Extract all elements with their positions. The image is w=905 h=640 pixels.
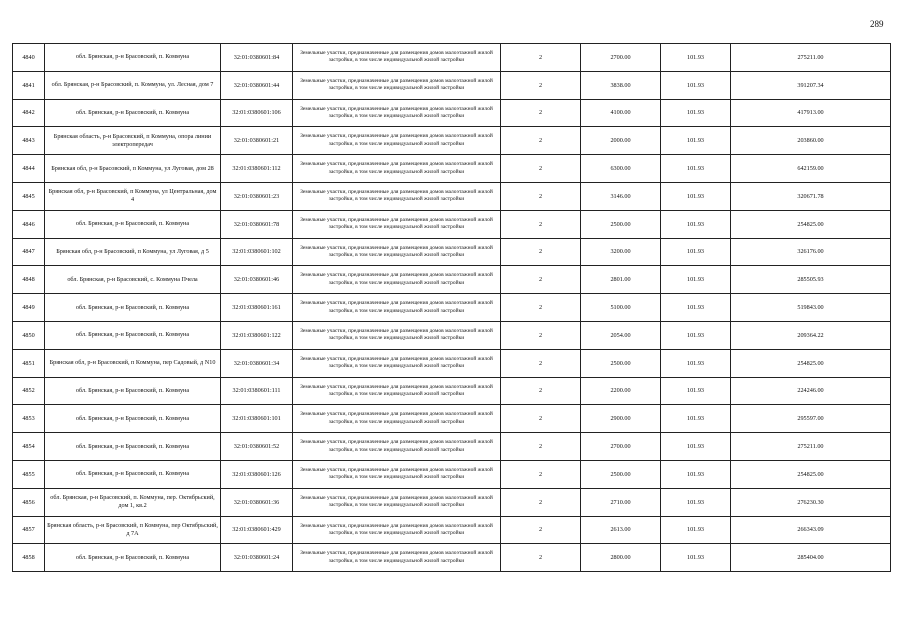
rate-cell: 101.93 [661, 238, 731, 266]
rate-cell: 101.93 [661, 294, 731, 322]
row-number: 4855 [13, 460, 45, 488]
cadastral-number-cell: 32:01:0380601:429 [221, 516, 293, 544]
table-row [13, 210, 891, 238]
page-number: 289 [870, 19, 884, 29]
cadastral-number-cell: 32:01:0380601:106 [221, 99, 293, 127]
rate-cell: 101.93 [661, 266, 731, 294]
category-cell: 2 [501, 321, 581, 349]
row-number: 4850 [13, 321, 45, 349]
area-cell: 3838.00 [581, 71, 661, 99]
area-cell: 2500.00 [581, 460, 661, 488]
address-cell: обл. Брянская, р-н Брасовский, п. Коммуна [45, 44, 221, 72]
cadastral-number-cell: 32:01:0380601:24 [221, 544, 293, 572]
table-row [13, 266, 891, 294]
address-cell: обл. Брянская, р-н Брасовский, п. Коммуна [45, 405, 221, 433]
rate-cell: 101.93 [661, 544, 731, 572]
land-use-cell: Земельные участки, предназначенные для размещения домов малоэтажной жилой застройки, в том числе индивидуальной жилой застройки [293, 516, 501, 544]
total-value-cell: 295597.00 [731, 405, 891, 433]
total-value-cell: 275211.00 [731, 433, 891, 461]
table-row [13, 544, 891, 572]
area-cell: 6300.00 [581, 155, 661, 183]
land-use-cell: Земельные участки, предназначенные для размещения домов малоэтажной жилой застройки, в том числе индивидуальной жилой застройки [293, 182, 501, 210]
address-cell: обл. Брянская, р-н Брасовский, п. Коммуна [45, 294, 221, 322]
cadastral-number-cell: 32:01:0380601:21 [221, 127, 293, 155]
cadastral-number-cell: 32:01:0380601:52 [221, 433, 293, 461]
address-cell: Брянская обл, р-н Брасовский, п Коммуна, пер Садовый, д N10 [45, 349, 221, 377]
area-cell: 2500.00 [581, 349, 661, 377]
table-row [13, 294, 891, 322]
table-row [13, 433, 891, 461]
total-value-cell: 642159.00 [731, 155, 891, 183]
rate-cell: 101.93 [661, 71, 731, 99]
area-cell: 5100.00 [581, 294, 661, 322]
category-cell: 2 [501, 377, 581, 405]
land-use-cell: Земельные участки, предназначенные для размещения домов малоэтажной жилой застройки, в том числе индивидуальной жилой застройки [293, 433, 501, 461]
row-number: 4842 [13, 99, 45, 127]
land-use-cell: Земельные участки, предназначенные для размещения домов малоэтажной жилой застройки, в том числе индивидуальной жилой застройки [293, 294, 501, 322]
category-cell: 2 [501, 210, 581, 238]
land-use-cell: Земельные участки, предназначенные для размещения домов малоэтажной жилой застройки, в том числе индивидуальной жилой застройки [293, 266, 501, 294]
row-number: 4841 [13, 71, 45, 99]
row-number: 4851 [13, 349, 45, 377]
total-value-cell: 276230.30 [731, 488, 891, 516]
address-cell: обл. Брянская, р-н Брасовский, п. Коммуна [45, 544, 221, 572]
total-value-cell: 254825.00 [731, 460, 891, 488]
row-number: 4843 [13, 127, 45, 155]
category-cell: 2 [501, 460, 581, 488]
area-cell: 3200.00 [581, 238, 661, 266]
table-row [13, 127, 891, 155]
address-cell: обл. Брянская, р-н Брасовский, с. Коммуна Пчела [45, 266, 221, 294]
cadastral-number-cell: 32:01:0380601:126 [221, 460, 293, 488]
area-cell: 2200.00 [581, 377, 661, 405]
area-cell: 2900.00 [581, 405, 661, 433]
address-cell: Брянская обл, р-н Брасовский, п Коммуна, ул Центральная, дом 4 [45, 182, 221, 210]
address-cell: обл. Брянская, р-н Брасовский, п. Коммуна [45, 210, 221, 238]
table-row [13, 99, 891, 127]
area-cell: 2613.00 [581, 516, 661, 544]
land-use-cell: Земельные участки, предназначенные для размещения домов малоэтажной жилой застройки, в том числе индивидуальной жилой застройки [293, 44, 501, 72]
total-value-cell: 285505.93 [731, 266, 891, 294]
category-cell: 2 [501, 516, 581, 544]
table-row [13, 182, 891, 210]
total-value-cell: 326176.00 [731, 238, 891, 266]
land-use-cell: Земельные участки, предназначенные для размещения домов малоэтажной жилой застройки, в том числе индивидуальной жилой застройки [293, 127, 501, 155]
total-value-cell: 254825.00 [731, 349, 891, 377]
area-cell: 2000.00 [581, 127, 661, 155]
rate-cell: 101.93 [661, 488, 731, 516]
land-use-cell: Земельные участки, предназначенные для размещения домов малоэтажной жилой застройки, в том числе индивидуальной жилой застройки [293, 405, 501, 433]
cadastral-number-cell: 32:01:0380601:46 [221, 266, 293, 294]
address-cell: обл. Брянская, р-н Брасовский, п. Коммуна [45, 377, 221, 405]
total-value-cell: 519843.00 [731, 294, 891, 322]
address-cell: Брянская обл, р-н Брасовский, п Коммуна, ул Луговая, д 5 [45, 238, 221, 266]
land-use-cell: Земельные участки, предназначенные для размещения домов малоэтажной жилой застройки, в том числе индивидуальной жилой застройки [293, 349, 501, 377]
table-row [13, 460, 891, 488]
cadastral-number-cell: 32:01:0380601:36 [221, 488, 293, 516]
cadastral-number-cell: 32:01:0380601:78 [221, 210, 293, 238]
area-cell: 3146.00 [581, 182, 661, 210]
table-body [13, 44, 891, 572]
total-value-cell: 203860.00 [731, 127, 891, 155]
land-use-cell: Земельные участки, предназначенные для размещения домов малоэтажной жилой застройки, в том числе индивидуальной жилой застройки [293, 460, 501, 488]
address-cell: обл. Брянская, р-н Брасовский, п. Коммуна [45, 99, 221, 127]
category-cell: 2 [501, 349, 581, 377]
cadastral-number-cell: 32:01:0380601:84 [221, 44, 293, 72]
area-cell: 2800.00 [581, 544, 661, 572]
total-value-cell: 391207.34 [731, 71, 891, 99]
table-row [13, 405, 891, 433]
category-cell: 2 [501, 294, 581, 322]
row-number: 4853 [13, 405, 45, 433]
table-row [13, 321, 891, 349]
land-use-cell: Земельные участки, предназначенные для размещения домов малоэтажной жилой застройки, в том числе индивидуальной жилой застройки [293, 488, 501, 516]
land-use-cell: Земельные участки, предназначенные для размещения домов малоэтажной жилой застройки, в том числе индивидуальной жилой застройки [293, 99, 501, 127]
address-cell: Брянская область, р-н Брасовский, п Коммуна, пер Октябрьский, д 7А [45, 516, 221, 544]
rate-cell: 101.93 [661, 405, 731, 433]
rate-cell: 101.93 [661, 155, 731, 183]
address-cell: обл. Брянская, р-н Брасовский, п. Коммуна, пер. Октябрьский, дом 1, кв.2 [45, 488, 221, 516]
category-cell: 2 [501, 488, 581, 516]
total-value-cell: 417913.00 [731, 99, 891, 127]
category-cell: 2 [501, 127, 581, 155]
land-use-cell: Земельные участки, предназначенные для размещения домов малоэтажной жилой застройки, в том числе индивидуальной жилой застройки [293, 238, 501, 266]
rate-cell: 101.93 [661, 99, 731, 127]
rate-cell: 101.93 [661, 210, 731, 238]
total-value-cell: 209364.22 [731, 321, 891, 349]
table-row [13, 155, 891, 183]
category-cell: 2 [501, 238, 581, 266]
row-number: 4844 [13, 155, 45, 183]
cadastral-number-cell: 32:01:0380601:44 [221, 71, 293, 99]
rate-cell: 101.93 [661, 460, 731, 488]
land-use-cell: Земельные участки, предназначенные для размещения домов малоэтажной жилой застройки, в том числе индивидуальной жилой застройки [293, 155, 501, 183]
address-cell: обл. Брянская, р-н Брасовский, п. Коммуна [45, 433, 221, 461]
row-number: 4854 [13, 433, 45, 461]
total-value-cell: 254825.00 [731, 210, 891, 238]
table-row [13, 516, 891, 544]
land-use-cell: Земельные участки, предназначенные для размещения домов малоэтажной жилой застройки, в том числе индивидуальной жилой застройки [293, 71, 501, 99]
area-cell: 2710.00 [581, 488, 661, 516]
total-value-cell: 266343.09 [731, 516, 891, 544]
total-value-cell: 224246.00 [731, 377, 891, 405]
row-number: 4845 [13, 182, 45, 210]
category-cell: 2 [501, 433, 581, 461]
cadastral-number-cell: 32:01:0380601:101 [221, 405, 293, 433]
category-cell: 2 [501, 182, 581, 210]
category-cell: 2 [501, 544, 581, 572]
cadastral-number-cell: 32:01:0380601:122 [221, 321, 293, 349]
rate-cell: 101.93 [661, 127, 731, 155]
table-row [13, 488, 891, 516]
row-number: 4846 [13, 210, 45, 238]
area-cell: 4100.00 [581, 99, 661, 127]
address-cell: обл. Брянская, р-н Брасовский, п. Коммуна [45, 321, 221, 349]
row-number: 4840 [13, 44, 45, 72]
land-use-cell: Земельные участки, предназначенные для размещения домов малоэтажной жилой застройки, в том числе индивидуальной жилой застройки [293, 544, 501, 572]
address-cell: Брянская обл, р-н Брасовский, п Коммуна, ул Луговая, дом 28 [45, 155, 221, 183]
row-number: 4856 [13, 488, 45, 516]
area-cell: 2500.00 [581, 210, 661, 238]
area-cell: 2054.00 [581, 321, 661, 349]
land-use-cell: Земельные участки, предназначенные для размещения домов малоэтажной жилой застройки, в том числе индивидуальной жилой застройки [293, 210, 501, 238]
address-cell: обл. Брянская, р-н Брасовский, п. Коммуна [45, 460, 221, 488]
address-cell: обл. Брянская, р-н Брасовский, п. Коммуна, ул. Лесная, дом 7 [45, 71, 221, 99]
table-row [13, 349, 891, 377]
cadastral-number-cell: 32:01:0380601:23 [221, 182, 293, 210]
rate-cell: 101.93 [661, 349, 731, 377]
cadastral-number-cell: 32:01:0380601:161 [221, 294, 293, 322]
row-number: 4858 [13, 544, 45, 572]
table-row [13, 71, 891, 99]
total-value-cell: 320671.78 [731, 182, 891, 210]
rate-cell: 101.93 [661, 321, 731, 349]
row-number: 4848 [13, 266, 45, 294]
rate-cell: 101.93 [661, 516, 731, 544]
table-row [13, 377, 891, 405]
category-cell: 2 [501, 99, 581, 127]
rate-cell: 101.93 [661, 182, 731, 210]
rate-cell: 101.93 [661, 44, 731, 72]
address-cell: Брянская область, р-н Брасовский, п Коммуна, опора линии электропередач [45, 127, 221, 155]
cadastral-number-cell: 32:01:0380601:102 [221, 238, 293, 266]
total-value-cell: 275211.00 [731, 44, 891, 72]
category-cell: 2 [501, 71, 581, 99]
category-cell: 2 [501, 266, 581, 294]
table-row [13, 238, 891, 266]
cadastral-number-cell: 32:01:0380601:111 [221, 377, 293, 405]
total-value-cell: 285404.00 [731, 544, 891, 572]
row-number: 4852 [13, 377, 45, 405]
land-use-cell: Земельные участки, предназначенные для размещения домов малоэтажной жилой застройки, в том числе индивидуальной жилой застройки [293, 377, 501, 405]
category-cell: 2 [501, 44, 581, 72]
rate-cell: 101.93 [661, 433, 731, 461]
land-registry-table [12, 43, 891, 572]
area-cell: 2700.00 [581, 44, 661, 72]
area-cell: 2801.00 [581, 266, 661, 294]
land-use-cell: Земельные участки, предназначенные для размещения домов малоэтажной жилой застройки, в том числе индивидуальной жилой застройки [293, 321, 501, 349]
cadastral-number-cell: 32:01:0380601:34 [221, 349, 293, 377]
row-number: 4847 [13, 238, 45, 266]
row-number: 4857 [13, 516, 45, 544]
category-cell: 2 [501, 405, 581, 433]
row-number: 4849 [13, 294, 45, 322]
rate-cell: 101.93 [661, 377, 731, 405]
table-row [13, 44, 891, 72]
cadastral-number-cell: 32:01:0380601:112 [221, 155, 293, 183]
category-cell: 2 [501, 155, 581, 183]
area-cell: 2700.00 [581, 433, 661, 461]
